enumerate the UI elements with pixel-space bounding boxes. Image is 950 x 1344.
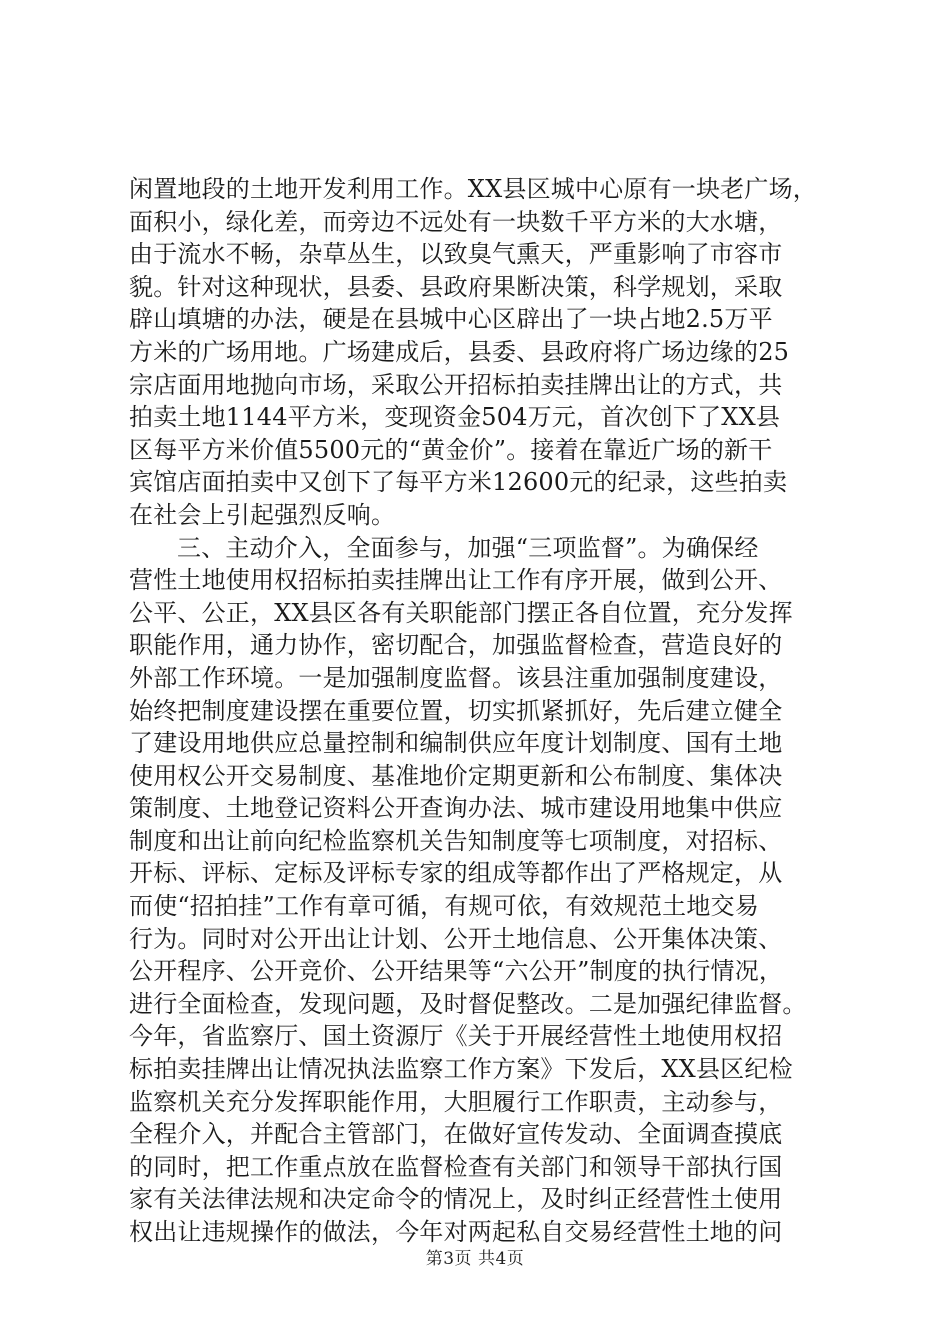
text-line: 进行全面检查，发现问题，及时督促整改。二是加强纪律监督。 (129, 989, 807, 1018)
text-line: 宾馆店面拍卖中又创下了每平方米12600元的纪录，这些拍卖 (129, 468, 788, 497)
text-line: 区每平方米价值5500元的“黄金价”。接着在靠近广场的新干 (129, 435, 773, 464)
text-line: 开标、评标、定标及评标专家的组成等都作出了严格规定，从 (129, 859, 783, 888)
text-line: 标拍卖挂牌出让情况执法监察工作方案》下发后，XX县区纪检 (129, 1055, 793, 1084)
text-line: 面积小，绿化差，而旁边不远处有一块数千平方米的大水塘， (129, 207, 783, 236)
text-line: 制度和出让前向纪检监察机关告知制度等七项制度，对招标、 (129, 826, 783, 855)
text-line: 家有关法律法规和决定命令的情况上，及时纠正经营性土使用 (129, 1185, 783, 1214)
text-line: 了建设用地供应总量控制和编制供应年度计划制度、国有土地 (129, 729, 783, 758)
text-line: 公平、公正，XX县区各有关职能部门摆正各自位置，充分发挥 (129, 598, 793, 627)
text-line: 宗店面用地抛向市场，采取公开招标拍卖挂牌出让的方式，共 (129, 370, 783, 399)
text-line: 权出让违规操作的做法，今年对两起私自交易经营性土地的问 (129, 1218, 783, 1246)
text-line: 而使“招拍挂”工作有章可循，有规可依，有效规范土地交易 (129, 892, 759, 921)
section-heading-line: 三、主动介入，全面参与，加强“三项监督”。为确保经 (177, 533, 759, 562)
text-line: 行为。同时对公开出让计划、公开土地信息、公开集体决策、 (129, 924, 783, 953)
text-line: 今年，省监察厅、国土资源厅《关于开展经营性土地使用权招 (129, 1022, 783, 1051)
document-body (129, 173, 833, 1249)
text-line: 外部工作环境。一是加强制度监督。该县注重加强制度建设， (129, 663, 783, 692)
text-line: 策制度、土地登记资料公开查询办法、城市建设用地集中供应 (129, 794, 783, 823)
text-line: 监察机关充分发挥职能作用，大胆履行工作职责，主动参与， (129, 1087, 783, 1116)
text-line: 始终把制度建设摆在重要位置，切实抓紧抓好，先后建立健全 (129, 696, 783, 725)
text-line: 公开程序、公开竞价、公开结果等“六公开”制度的执行情况， (129, 957, 784, 986)
text-line: 貌。针对这种现状，县委、县政府果断决策，科学规划，采取 (129, 272, 783, 301)
text-line: 使用权公开交易制度、基准地价定期更新和公布制度、集体决 (129, 761, 783, 790)
text-line: 辟山填塘的办法，硬是在县城中心区辟出了一块占地2.5万平 (129, 305, 773, 334)
text-line: 由于流水不畅，杂草丛生，以致臭气熏天，严重影响了市容市 (129, 240, 783, 269)
text-line: 拍卖土地1144平方米，变现资金504万元，首次创下了XX县 (129, 403, 781, 432)
text-line: 的同时，把工作重点放在监督检查有关部门和领导干部执行国 (129, 1152, 783, 1181)
text-line: 闲置地段的土地开发利用工作。XX县区城中心原有一块老广场， (129, 175, 817, 203)
text-line: 职能作用，通力协作，密切配合，加强监督检查，营造良好的 (129, 631, 783, 660)
text-line: 方米的广场用地。广场建成后，县委、县政府将广场边缘的25 (129, 337, 790, 366)
text-line: 全程介入，并配合主管部门，在做好宣传发动、全面调查摸底 (129, 1120, 783, 1149)
text-line: 在社会上引起强烈反响。 (129, 500, 396, 529)
text-line: 营性土地使用权招标拍卖挂牌出让工作有序开展，做到公开、 (129, 566, 783, 595)
page-number-footer: 第3页 共4页 (425, 1249, 525, 1269)
